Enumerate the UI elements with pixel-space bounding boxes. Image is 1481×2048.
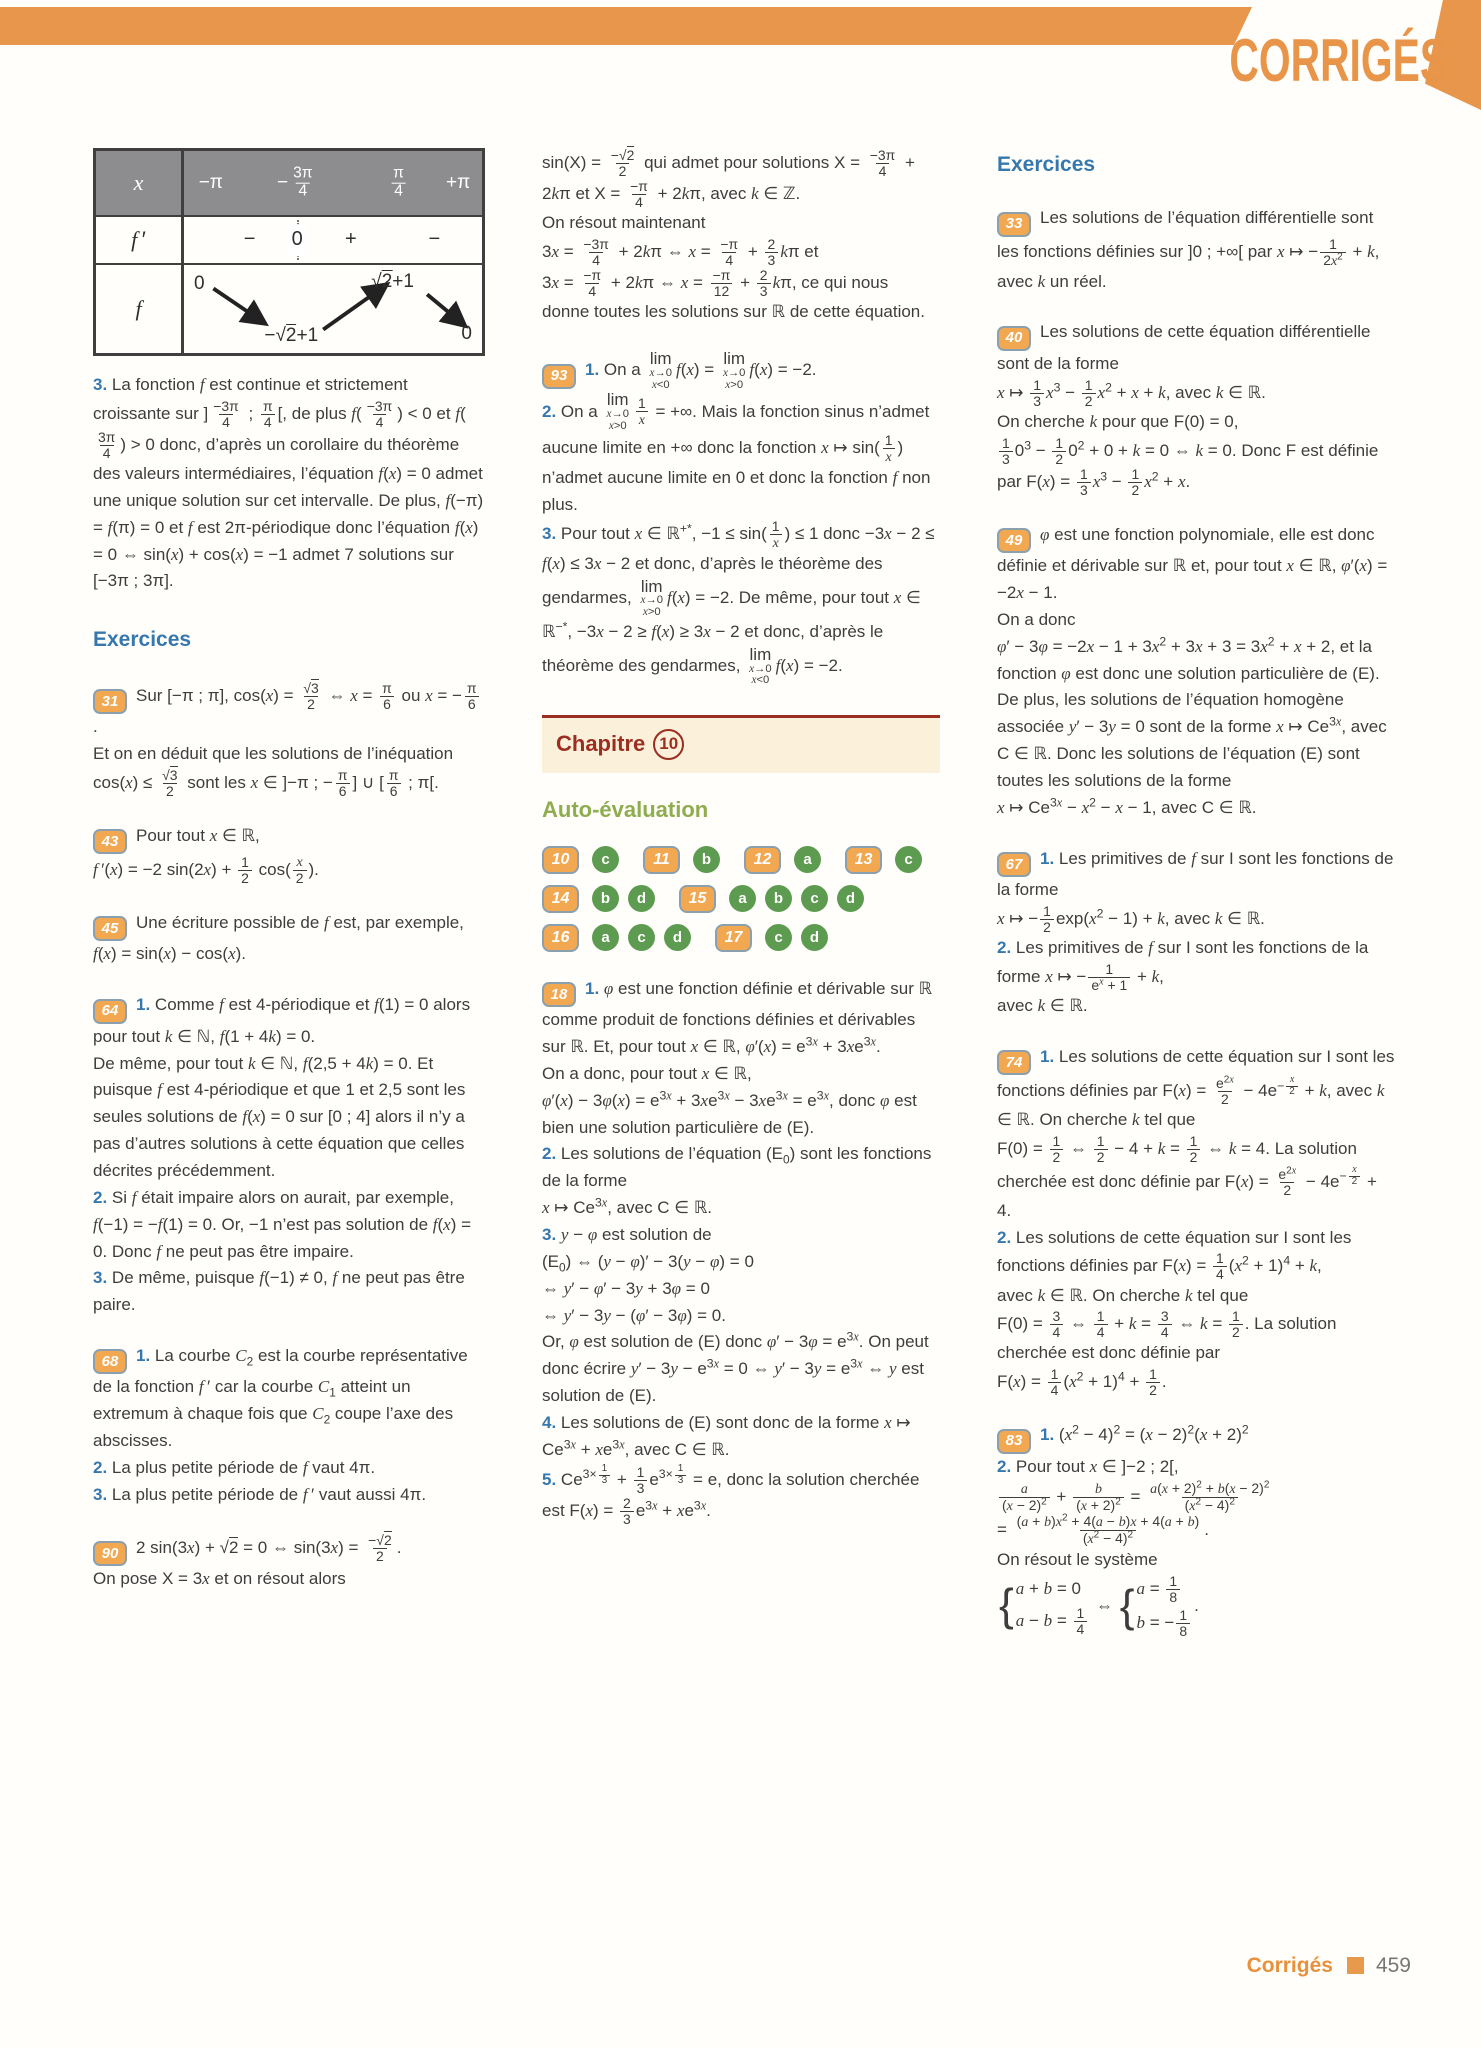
chapitre-label: Chapitre [556, 731, 646, 757]
exercices-heading-right: Exercices [997, 153, 1096, 176]
top-banner [0, 0, 1481, 112]
banner-orange-bar [0, 7, 1252, 45]
autoeval-answers-row: 16 a c d 17 c d [542, 924, 940, 952]
exercise-18 [542, 976, 940, 1527]
exercise-body: Pour tout x ∈ ℝ, f ′(x) = −2 sin(2x) + $\frac{1}{2}$ cos( $\frac{x}{2}$ ). [93, 825, 319, 887]
exercise-49 [997, 522, 1395, 822]
exercices-heading-left: Exercices [93, 628, 192, 652]
x-tick: +π [446, 171, 471, 193]
f-value: √2+1 [371, 271, 414, 292]
f-value: 0 [461, 322, 472, 344]
autoeval-answers-row: 10 c 11 b 12 a 13 c [542, 846, 940, 874]
exercise-45 [93, 910, 485, 968]
exercise-badge: 33 [997, 212, 1031, 237]
content-columns [0, 112, 1481, 1651]
exercise-83 [997, 1422, 1395, 1638]
exercise-badge: 31 [93, 689, 127, 714]
exercise-badge: 93 [542, 364, 576, 389]
exercise-body: Les solutions de cette équation différentielle sont de la forme x ↦ $\frac{1}{3}$ $x^3$ − $\frac{1}{2}$ $x^2 + x + k$, avec k ∈ ℝ. On cherche k pour que F(0) = 0, $\frac{1}{3}$ $0^3$ − $\frac{1}{2}$ $0^2 + 0 + k = 0$ ⇔ k = 0. Donc F est définie par F(x) = $\frac{1}{3}$ $x^3$ − $\frac{1}{2}$ $x^2 + x$. [997, 322, 1379, 498]
page-footer [1247, 1949, 1411, 1982]
exercise-badge: 68 [93, 1349, 127, 1374]
exercise-body: 2 sin(3x) + √2 = 0 ⇔ sin(3x) = $\frac{-√2}{2}$ . On pose X = 3x et on résout alors [93, 1531, 402, 1589]
table-row-x [96, 151, 482, 215]
page-title: CORRIGÉS [1229, 27, 1447, 94]
middle-column [542, 148, 940, 1539]
exercise-93 [542, 350, 940, 687]
exercise-badge: 64 [93, 999, 127, 1024]
f-value: 0 [194, 273, 205, 294]
exercise-body: 1. Les primitives de f sur I sont les fonctions de la forme x ↦ − $\frac{1}{2}$ $\exp(x^2 - 1) + k$, avec k ∈ ℝ. 2. Les primitives de f sur I sont les fonctions de la forme x ↦ − $\frac{1}{e^x + 1}$ + k, avec k ∈ ℝ. [997, 848, 1394, 1015]
exercise-body: 1. On a lim x→0 x<0 f(x) = lim x→0 x>0 f(x) = −2. 2. On a lim x→0 x>0 $\frac{1}{x}$ = +∞. Mais la fonction sinus n’admet aucune limite en +∞ donc la fonction x ↦ sin( $\frac{1}{x}$ ) n’admet aucune limite en 0 et donc la fonction f non plus. 3. Pour tout x ∈ ℝ+*, −1 ≤ sin( $\frac{1}{x}$ ) ≤ 1 donc −3x − 2 ≤ f(x) ≤ 3x − 2 et donc, d’après le théorème des gendarmes, lim x→0 x>0 f(x) = −2. De même, pour tout x ∈ ℝ−*, −3x − 2 ≥ f(x) ≥ 3x − 2 et donc, d’après le théorème des gendarmes, lim x→0 x<0 f(x) = −2. [542, 349, 935, 687]
exercise-31 [93, 681, 485, 799]
footer-square-icon [1347, 1957, 1364, 1974]
sign: + [345, 228, 357, 251]
exercise-40 [997, 319, 1395, 497]
exercise-badge: 45 [93, 916, 127, 941]
autoeval-answers-row: 14 b d 15 a b c d [542, 885, 940, 913]
exercise-body: φ est une fonction polynomiale, elle est donc définie et dérivable sur ℝ et, pour tout x ∈ ℝ, φ′(x) = −2x − 1. On a donc $\varphi' - 3\varphi = -2x - 1 + 3x^2 + 3x + 3 = 3x^2 + x + 2$, et la fonction φ est donc une solution particulière de (E). De plus, les solutions de l’équation homogène associée y′ − 3y = 0 sont de la forme x ↦ $Ce^{3x}$, avec C ∈ ℝ. Donc les solutions de l’équation (E) sont toutes les solutions de la forme x ↦ $Ce^{3x} - x^2 - x - 1$, avec C ∈ ℝ. [997, 524, 1388, 817]
exercise-64 [93, 992, 485, 1319]
exercise-badge: 40 [997, 326, 1031, 351]
table-label-x: x [96, 151, 184, 215]
exercise-68 [93, 1343, 485, 1509]
table-row-f-variations [96, 263, 482, 353]
table-row-f-prime [96, 215, 482, 263]
exercise-90 [93, 1533, 485, 1593]
sign-zero: 0 [288, 224, 307, 256]
autoevaluation-heading: Auto-évaluation [542, 796, 709, 822]
f-value: −√2+1 [264, 324, 319, 346]
exercise-badge: 43 [93, 829, 127, 854]
sign: − [428, 228, 441, 251]
exercise-badge: 18 [542, 982, 576, 1007]
exercise-body: 1. Les solutions de cette équation sur I sont les fonctions définies par F(x) = $\frac{e^{2x}}{2}$ − $4e^{- \frac{x}{2}}$ + k, avec k ∈ ℝ. On cherche k tel que F(0) = $\frac{1}{2}$ ⇔ $\frac{1}{2}$ − 4 + k = $\frac{1}{2}$ ⇔ k = 4. La solution cherchée est donc définie par F(x) = $\frac{e^{2x}}{2}$ − $4e^{- \frac{x}{2}}$ + 4. 2. Les solutions de cette équation sur I sont les fonctions définies par F(x) = $\frac{1}{4}$ $(x^2 + 1)^4 + k$, avec k ∈ ℝ. On cherche k tel que F(0) = $\frac{3}{4}$ ⇔ $\frac{1}{4}$ + k = $\frac{3}{4}$ ⇔ k = $\frac{1}{2}$ . La solution cherchée est donc définie par F(x) = $\frac{1}{4}$ $(x^2 + 1)^4$ + $\frac{1}{2}$ . [997, 1046, 1395, 1399]
footer-section-label: Corrigés [1246, 1953, 1333, 1977]
exercise-33 [997, 205, 1395, 295]
exercise-74 [997, 1044, 1395, 1399]
exercise-body: 1. φ est une fonction définie et dérivable sur ℝ comme produit de fonctions définies et dérivables sur ℝ. Et, pour tout x ∈ ℝ, $\varphi'(x) = e^{3x} + 3xe^{3x}$. On a donc, pour tout x ∈ ℝ, $\varphi'(x) - 3\varphi(x) = e^{3x} + 3xe^{3x} - 3xe^{3x} = e^{3x}$, donc φ est bien une solution particulière de (E). 2. Les solutions de l’équation $(E_0)$ sont les fonctions de la forme x ↦ $Ce^{3x}$, avec C ∈ ℝ. 3. y − φ est solution de $(E_0)$ ⇔ (y − φ)′ − 3(y − φ) = 0 ⇔ y′ − φ′ − 3y + 3φ = 0 ⇔ y′ − 3y − (φ′ − 3φ) = 0. Or, φ est solution de (E) donc $\varphi' - 3\varphi = e^{3x}$. On peut donc écrire $y' - 3y - e^{3x} = 0$ ⇔ $y' - 3y = e^{3x}$ ⇔ y est solution de (E). 4. Les solutions de (E) sont donc de la forme x ↦ $Ce^{3x} + xe^{3x}$, avec C ∈ ℝ. 5. $Ce^{3\times \frac{1}{3}}$ + $\frac{1}{3}$ $e^{3\times \frac{1}{3}}$ = e, donc la solution cherchée est F(x) = $\frac{2}{3}$ $e^{3x} + xe^{3x}$. [542, 978, 933, 1527]
x-tick: − $\frac{3\pi}{4}$ [276, 164, 313, 200]
chapitre-band [542, 715, 940, 773]
exercise-badge: 83 [997, 1429, 1031, 1454]
exercise-badge: 90 [93, 1541, 127, 1566]
x-tick: $\frac{\pi}{4}$ [393, 164, 404, 200]
exercise-badge: 49 [997, 528, 1031, 553]
right-column [997, 148, 1395, 1651]
variation-table [93, 148, 485, 356]
exercise-body: Sur [−π ; π], cos(x) = $\frac{√3}{2}$ ⇔ x = $\frac{\pi}{6}$ ou x = − $\frac{\pi}{6}$ . Et on en déduit que les solutions de l’inéquation cos(x) ≤ $\frac{√3}{2}$ sont les x ∈ ]−π ; − $\frac{\pi}{6}$ ] ∪ [ $\frac{\pi}{6}$ ; π[. [93, 686, 482, 792]
left-column [93, 148, 485, 1605]
exercise-badge: 74 [997, 1050, 1031, 1075]
x-tick: −π [198, 171, 223, 193]
paragraph-3: 3. La fonction f est continue et strictement croissante sur ] $\frac{-3\pi}{4}$ ; $\frac{\pi}{4}$ [, de plus f( $\frac{-3\pi}{4}$ ) < 0 et f( $\frac{3\pi}{4}$ ) > 0 donc, d’après un corollaire du théorème des valeurs intermédiaires, l’équation f(x) = 0 admet une unique solution sur cet intervalle. De plus, f(−π) = f(π) = 0 et f est 2π-périodique donc l’équation f(x) = 0 ⇔ sin(x) + cos(x) = −1 admet 7 solutions sur [−3π ; 3π]. [93, 375, 484, 591]
table-sign-cells [184, 217, 482, 263]
table-label-f-prime: f ′ [96, 217, 184, 263]
chapitre-number: 10 [653, 729, 684, 760]
variation-arrows-icon [184, 265, 482, 353]
exercise-body: 1. La courbe $C_2$ est la courbe représentative de la fonction f ′ car la courbe $C_1$ atteint un extremum à chaque fois que $C_2$ coupe l’axe des abscisses. 2. La plus petite période de f vaut 4π. 3. La plus petite période de f ′ vaut aussi 4π. [93, 1346, 468, 1504]
exercise-body: Une écriture possible de f est, par exemple, f(x) = sin(x) − cos(x). [93, 913, 464, 964]
page-number: 459 [1375, 1953, 1411, 1977]
table-x-values [184, 151, 482, 215]
exercise-badge: 67 [997, 852, 1031, 877]
table-label-f: f [96, 265, 184, 353]
sign: − [243, 228, 256, 251]
table-variation-cell [184, 265, 482, 353]
exercise-67 [997, 846, 1395, 1020]
paragraph-continuation: sin(X) = $\frac{-√2}{2}$ qui admet pour solutions X = $\frac{-3\pi}{4}$ + 2kπ et X = $\frac{-\pi}{4}$ + 2kπ, avec k ∈ ℤ. On résout maintenant 3x = $\frac{-3\pi}{4}$ + 2kπ ⇔ x = $\frac{-\pi}{4}$ + $\frac{2}{3}$ kπ et 3x = $\frac{-\pi}{4}$ + 2kπ ⇔ x = $\frac{-\pi}{12}$ + $\frac{2}{3}$ kπ, ce qui nous donne toutes les solutions sur ℝ de cette équation. [542, 147, 925, 322]
exercise-body: 1. Comme f est 4-périodique et f(1) = 0 alors pour tout k ∈ ℕ, f(1 + 4k) = 0. De même, pour tout k ∈ ℕ, f(2,5 + 4k) = 0. Et puisque f est 4-périodique et que 1 et 2,5 sont les seules solutions de f(x) = 0 sur [0 ; 4] alors il n’y a pas d’autres solutions à cette équation que celles décrites précédemment. 2. Si f était impaire alors on aurait, par exemple, f(−1) = −f(1) = 0. Or, −1 n’est pas solution de f(x) = 0. Donc f ne peut pas être impaire. 3. De même, puisque f(−1) ≠ 0, f ne peut pas être paire. [93, 995, 472, 1315]
exercise-body: 1. $(x^2 - 4)^2 = (x - 2)^2(x + 2)^2$ 2. Pour tout x ∈ ]−2 ; 2[, $\frac{a}{(x - 2)^2}$ + $\frac{b}{(x + 2)^2}$ = $\frac{a(x + 2)^2 + b(x - 2)^2}{(x^2 - 4)^2}$ = $\frac{(a + b)x^2 + 4(a - b)x + 4(a + b)}{(x^2 - 4)^2}$ . On résout le système { a + b = 0 a − b = $\frac{1}{4}$ ⇔ { a = $\frac{1}{8}$ b = − $\frac{1}{8}$ . [997, 1422, 1270, 1639]
exercise-43 [93, 823, 485, 886]
exercise-body: Les solutions de l’équation différentielle sont les fonctions définies sur ]0 ; +∞[ par x ↦ − $\frac{1}{2x^2}$ + k, avec k un réel. [997, 208, 1380, 291]
